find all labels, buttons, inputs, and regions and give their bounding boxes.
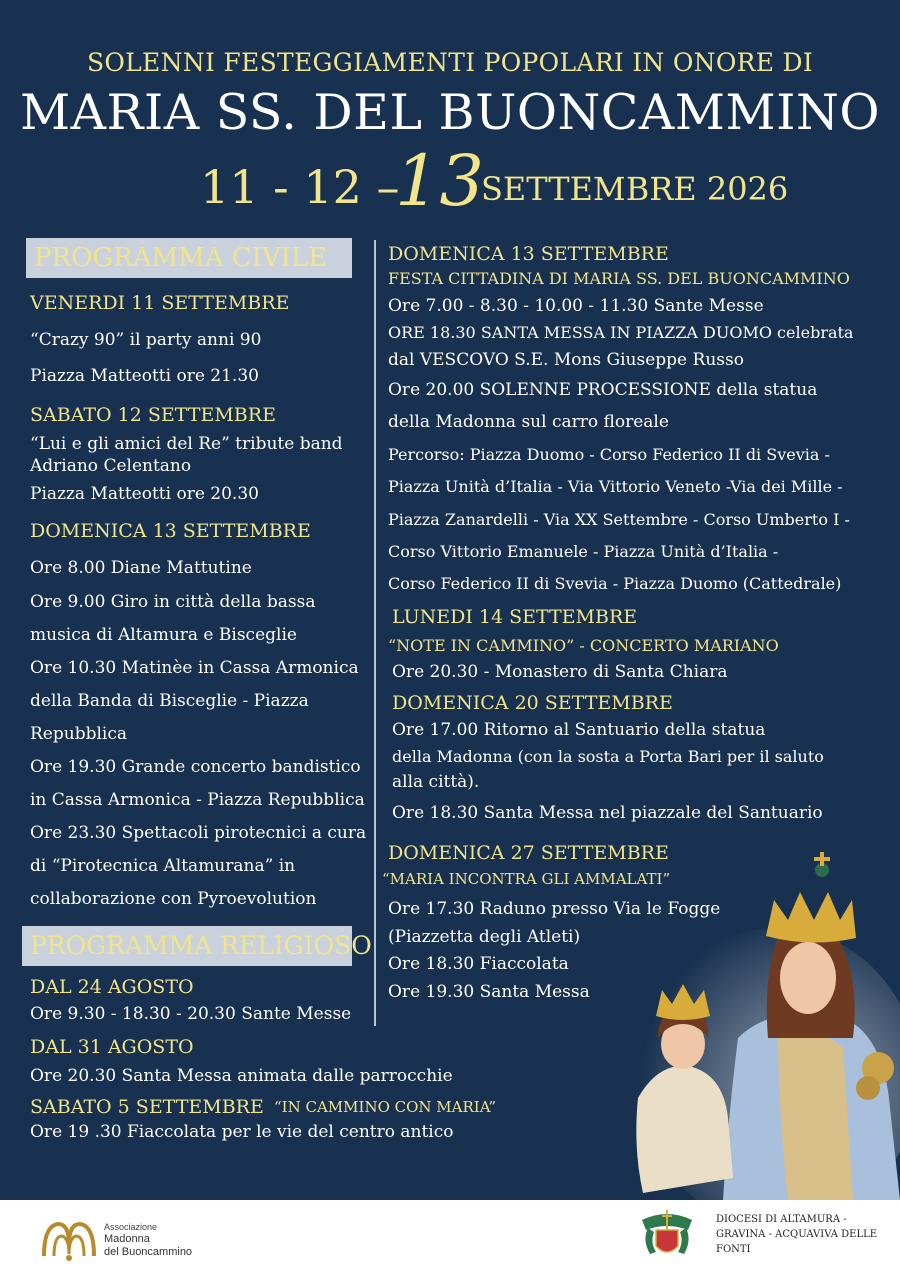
right-dom13-line: Ore 7.00 - 8.30 - 10.00 - 11.30 Sante Messe xyxy=(388,296,764,316)
right-lun14-line: Ore 20.30 - Monastero di Santa Chiara xyxy=(392,662,728,682)
dates-highlight: 13 xyxy=(395,140,485,222)
right-dom13-subtitle: FESTA CITTADINA DI MARIA SS. DEL BUONCAMMINO xyxy=(388,269,850,288)
right-dom13-line: Piazza Unità d’Italia - Via Vittorio Veneto -Via dei Mille - xyxy=(388,477,843,496)
association-name: del Buoncammino xyxy=(104,1246,193,1258)
civile-sun-line: della Banda di Bisceglie - Piazza xyxy=(30,691,309,711)
religioso-aug24-line: Ore 9.30 - 18.30 - 20.30 Sante Messe xyxy=(30,1004,352,1024)
right-lun14-title: LUNEDI 14 SETTEMBRE xyxy=(392,606,638,628)
religioso-aug31-title: DAL 31 AGOSTO xyxy=(30,1036,194,1058)
right-dom27-line: Ore 19.30 Santa Messa xyxy=(388,982,590,1002)
poster-title: MARIA SS. DEL BUONCAMMINO xyxy=(19,84,881,141)
religioso-aug24-title: DAL 24 AGOSTO xyxy=(30,976,194,998)
association-label: Associazione xyxy=(104,1222,158,1232)
right-dom20-line: alla città). xyxy=(392,772,480,792)
diocese-name: DIOCESI DI ALTAMURA - xyxy=(716,1214,847,1225)
civile-sun-line: in Cassa Armonica - Piazza Repubblica xyxy=(30,790,365,810)
civile-sun-line: Ore 9.00 Giro in città della bassa xyxy=(30,592,316,612)
right-dom13-line: ORE 18.30 SANTA MESSA IN PIAZZA DUOMO celebrata xyxy=(388,323,854,342)
religioso-sep5-line: Ore 19 .30 Fiaccolata per le vie del centro antico xyxy=(30,1122,454,1142)
civile-sat-line: Piazza Matteotti ore 20.30 xyxy=(30,484,259,504)
dates-prefix: 11 - 12 – xyxy=(200,160,400,214)
right-dom13-line: dal VESCOVO S.E. Mons Giuseppe Russo xyxy=(388,350,744,370)
religioso-sep5-title: SABATO 5 SETTEMBRE xyxy=(30,1096,264,1118)
diocese-name: GRAVINA - ACQUAVIVA DELLE xyxy=(716,1229,878,1240)
right-dom27-line: (Piazzetta degli Atleti) xyxy=(388,927,581,947)
right-dom13-line: Corso Federico II di Svevia - Piazza Duomo (Cattedrale) xyxy=(388,574,842,593)
civile-sun-line: Ore 10.30 Matinèe in Cassa Armonica xyxy=(30,658,359,678)
diocese-coat-of-arms-icon xyxy=(638,1206,696,1264)
right-dom13-line: Percorso: Piazza Duomo - Corso Federico II di Svevia - xyxy=(388,445,830,464)
religioso-aug31-line: Ore 20.30 Santa Messa animata dalle parrocchie xyxy=(30,1066,453,1086)
poster-footer xyxy=(0,1200,900,1273)
civile-sat-title: SABATO 12 SETTEMBRE xyxy=(30,404,276,426)
civile-sun-line: Ore 23.30 Spettacoli pirotecnici a cura xyxy=(30,823,367,843)
right-dom20-title: DOMENICA 20 SETTEMBRE xyxy=(392,692,673,714)
column-divider xyxy=(374,240,376,1026)
right-lun14-subtitle: “NOTE IN CAMMINO” - CONCERTO MARIANO xyxy=(388,636,779,655)
association-logo-icon xyxy=(40,1216,98,1262)
diocese-name: FONTI xyxy=(716,1244,751,1255)
poster-subtitle: SOLENNI FESTEGGIAMENTI POPOLARI IN ONORE DI xyxy=(86,48,814,77)
civile-sat-line: Adriano Celentano xyxy=(30,456,192,476)
right-dom20-line: Ore 18.30 Santa Messa nel piazzale del Santuario xyxy=(392,803,823,823)
civile-sun-line: musica di Altamura e Bisceglie xyxy=(30,625,297,645)
civile-sun-line: Repubblica xyxy=(30,724,127,744)
right-dom13-line: della Madonna sul carro floreale xyxy=(388,412,669,432)
civile-sun-line: di “Pirotecnica Altamurana” in xyxy=(30,856,296,876)
civile-fri-line: “Crazy 90” il party anni 90 xyxy=(30,330,262,350)
civile-fri-title: VENERDI 11 SETTEMBRE xyxy=(30,292,290,314)
madonna-statue-image xyxy=(628,848,900,1200)
association-name: Madonna xyxy=(104,1233,150,1245)
religioso-sep5-tag: “IN CAMMINO CON MARIA” xyxy=(274,1098,497,1116)
civile-fri-line: Piazza Matteotti ore 21.30 xyxy=(30,366,259,386)
dates-month-year: SETTEMBRE 2026 xyxy=(481,170,789,208)
programma-religioso-label: PROGRAMMA RELIGIOSO xyxy=(22,926,352,966)
civile-sat-line: “Lui e gli amici del Re” tribute band xyxy=(30,434,343,454)
right-dom20-line: Ore 17.00 Ritorno al Santuario della statua xyxy=(392,720,766,740)
right-dom13-line: Ore 20.00 SOLENNE PROCESSIONE della statua xyxy=(388,380,818,400)
right-dom27-line: Ore 17.30 Raduno presso Via le Fogge xyxy=(388,899,721,919)
right-dom27-title: DOMENICA 27 SETTEMBRE xyxy=(388,842,669,864)
civile-sun-line: collaborazione con Pyroevolution xyxy=(30,889,317,909)
civile-sun-line: Ore 19.30 Grande concerto bandistico xyxy=(30,757,361,777)
right-dom27-subtitle: “MARIA INCONTRA GLI AMMALATI” xyxy=(382,870,671,888)
right-dom27-line: Ore 18.30 Fiaccolata xyxy=(388,954,569,974)
right-dom13-line: Corso Vittorio Emanuele - Piazza Unità d’Italia - xyxy=(388,542,779,561)
right-dom20-line: della Madonna (con la sosta a Porta Bari per il saluto xyxy=(392,747,824,766)
right-dom13-title: DOMENICA 13 SETTEMBRE xyxy=(388,243,669,265)
civile-sun-title: DOMENICA 13 SETTEMBRE xyxy=(30,520,311,542)
programma-civile-label: PROGRAMMA CIVILE xyxy=(26,238,352,278)
right-dom13-line: Piazza Zanardelli - Via XX Settembre - Corso Umberto I - xyxy=(388,510,850,529)
civile-sun-line: Ore 8.00 Diane Mattutine xyxy=(30,558,252,578)
